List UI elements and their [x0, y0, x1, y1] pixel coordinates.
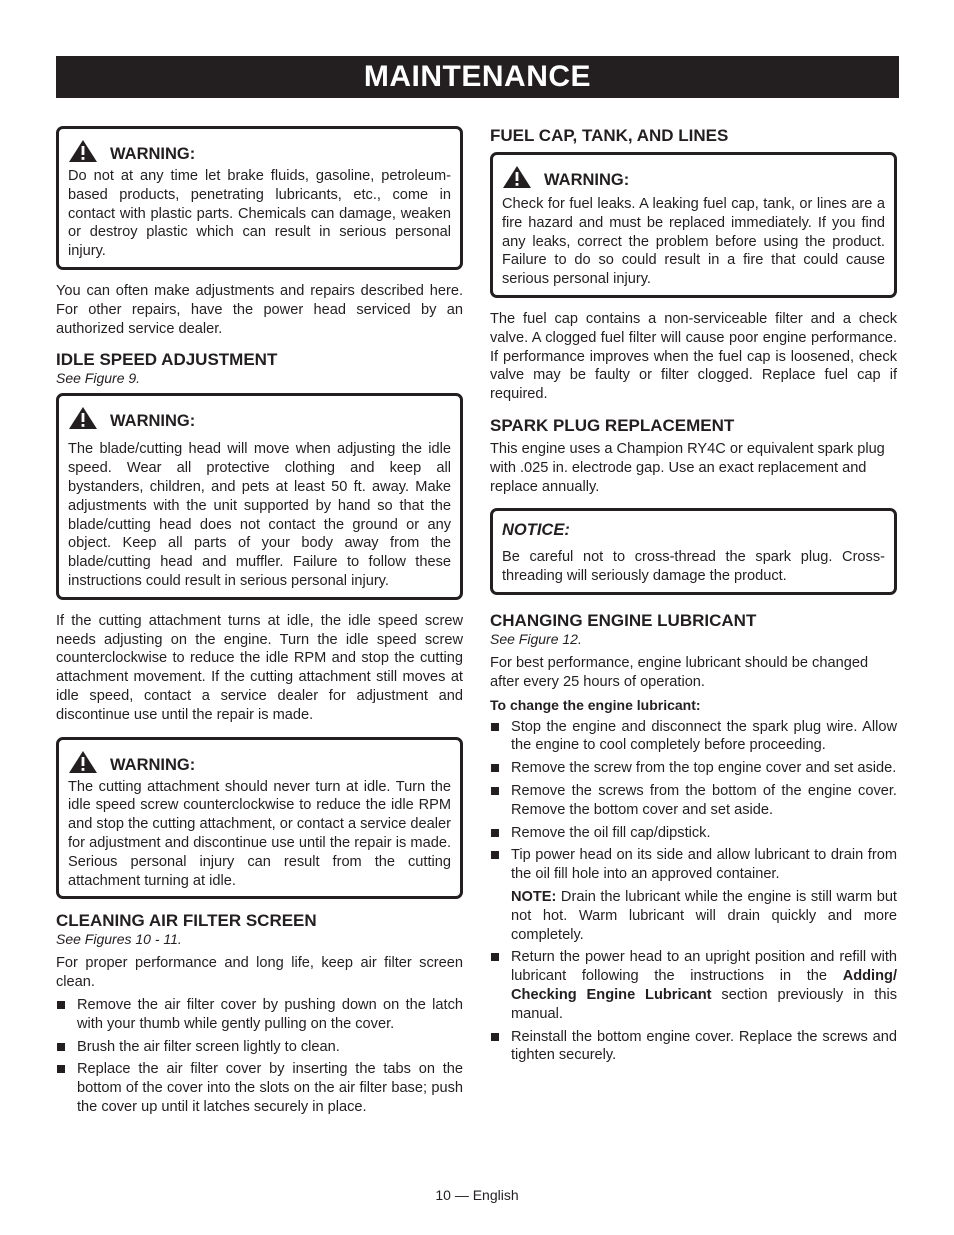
list-item: Reinstall the bottom engine cover. Replace the screws and tighten securely. — [490, 1028, 897, 1066]
warning-triangle-icon — [68, 750, 98, 774]
warning-box-idle — [56, 393, 463, 599]
bullet-square-icon — [57, 1043, 65, 1051]
list-item: Remove the air filter cover by pushing down on the latch with your thumb while gently pulling on the cover. — [56, 996, 463, 1034]
bullet-square-icon — [491, 829, 499, 837]
list-item: Replace the air filter cover by inserting the tabs on the bottom of the cover into the slots on the air filter base; push the cover up until it latches securely in place. — [56, 1060, 463, 1116]
air-see-figure: See Figures 10 - 11. — [56, 931, 182, 948]
warning-box-fuel — [490, 152, 897, 298]
air-body-paragraph: For proper performance and long life, keep air filter screen clean. — [56, 955, 463, 991]
right-column — [490, 126, 897, 1069]
idle-see-figure: See Figure 9. — [56, 370, 141, 387]
fuel-heading: FUEL CAP, TANK, AND LINES — [490, 126, 729, 145]
left-column — [56, 126, 463, 1121]
bullet-square-icon — [57, 1065, 65, 1073]
lubricant-steps-continued — [490, 948, 897, 1065]
lube-subheading: To change the engine lubricant: — [490, 696, 701, 713]
list-item: Stop the engine and disconnect the spark plug wire. Allow the engine to cool completely before proceeding. — [490, 718, 897, 756]
warning-text: Check for fuel leaks. A leaking fuel cap, tank, or lines are a fire hazard and must be replaced immediately. If you find any leaks, correct the problem before using the product. Failure to do so could result in a fire that could cause serious personal injury. — [502, 196, 885, 288]
bullet-square-icon — [491, 787, 499, 795]
fuel-body-paragraph: The fuel cap contains a non-serviceable filter and a check valve. A clogged fuel filter will cause poor engine performance. If performance improves when the fuel cap is loosened, check valve may be faulty or filter clogged. Replace fuel cap if required. — [490, 310, 897, 403]
page-footer: 10 — English — [435, 1187, 519, 1203]
list-item: Remove the screw from the top engine cover and set aside. — [490, 759, 897, 778]
list-item: Tip power head on its side and allow lubricant to drain from the oil fill hole into an approved container. — [490, 846, 897, 884]
warning-triangle-icon — [68, 406, 98, 430]
intro-paragraph: You can often make adjustments and repairs described here. For other repairs, have the power head serviced by an authorized service dealer. — [56, 282, 463, 337]
warning-box-idle-turn — [56, 737, 463, 900]
idle-speed-heading: IDLE SPEED ADJUSTMENT — [56, 350, 278, 370]
bullet-square-icon — [57, 1001, 65, 1009]
warning-box-plastic — [56, 126, 463, 270]
lubricant-steps — [490, 718, 897, 884]
warning-label: WARNING: — [110, 412, 196, 431]
warning-text: The cutting attachment should never turn at idle. Turn the idle speed screw counterclockwise to reduce the idle RPM and stop the cutting attachment, or contact a service dealer for adjustment and discontinue use until the repair is made. Serious personal injury can result from the cutting attachment turning at idle. — [68, 778, 451, 889]
warning-label: WARNING: — [544, 171, 630, 189]
page-title: MAINTENANCE — [56, 56, 899, 98]
list-item: Brush the air filter screen lightly to clean. — [56, 1038, 463, 1057]
list-item: Remove the screws from the bottom of the engine cover. Remove the bottom cover and set aside. — [490, 782, 897, 820]
warning-text: The blade/cutting head will move when adjusting the idle speed. Wear all protective clothing and keep all bystanders, children, and pets at least 50 ft. away. Make adjustments with the unit supported by hand so that the blade/cutting head does not contact the ground or any object. Keep all parts of your body away from the blade/cutting head and muffler. Failure to follow these instructions could result in serious personal injury. — [68, 441, 451, 589]
bullet-square-icon — [491, 1033, 499, 1041]
notice-text: Be careful not to cross-thread the spark plug. Cross-threading will seriously damage the product. — [502, 549, 885, 585]
bullet-square-icon — [491, 764, 499, 772]
note-label: NOTE: — [511, 888, 557, 905]
bullet-square-icon — [491, 723, 499, 731]
lubricant-heading: CHANGING ENGINE LUBRICANT — [490, 610, 757, 630]
air-filter-steps — [56, 996, 463, 1117]
bullet-square-icon — [491, 851, 499, 859]
spark-heading: SPARK PLUG REPLACEMENT — [490, 415, 735, 435]
spark-body-paragraph: This engine uses a Champion RY4C or equivalent spark plug with .025 in. electrode gap. Use an exact replacement and replace annually. — [490, 440, 885, 495]
lube-note — [490, 888, 897, 944]
notice-box — [490, 508, 897, 595]
note-text: Drain the lubricant while the engine is still warm but not hot. Warm lubricant will drain quickly and more completely. — [511, 888, 897, 943]
lube-body-paragraph: For best performance, engine lubricant should be changed after every 25 hours of operation. — [490, 654, 869, 690]
warning-label: WARNING: — [110, 145, 196, 163]
warning-triangle-icon — [502, 165, 532, 189]
list-item: Return the power head to an upright position and refill with lubricant following the instructions in the Adding/ Checking Engine Lubricant section previously in this manual. — [490, 948, 897, 1023]
idle-body-paragraph: If the cutting attachment turns at idle, the idle speed screw needs adjusting on the engine. Turn the idle speed screw counterclockwise to reduce the idle RPM and stop the cutting attachment movement. If the cutting attachment still moves at idle speed, contact a service dealer for adjustment and discontinue use until the repair is made. — [56, 612, 463, 723]
air-filter-heading: CLEANING AIR FILTER SCREEN — [56, 911, 317, 931]
notice-label: NOTICE: — [502, 521, 570, 540]
warning-label: WARNING: — [110, 755, 196, 774]
list-item: Remove the oil fill cap/dipstick. — [490, 824, 897, 843]
bullet-square-icon — [491, 953, 499, 961]
warning-text: Do not at any time let brake fluids, gasoline, petroleum-based products, penetrating lubricants, etc., come in contact with plastic parts. Chemicals can damage, weaken or destroy plastic which can result in serious personal injury. — [68, 168, 451, 260]
lube-see-figure: See Figure 12. — [490, 630, 582, 647]
warning-triangle-icon — [68, 139, 98, 163]
